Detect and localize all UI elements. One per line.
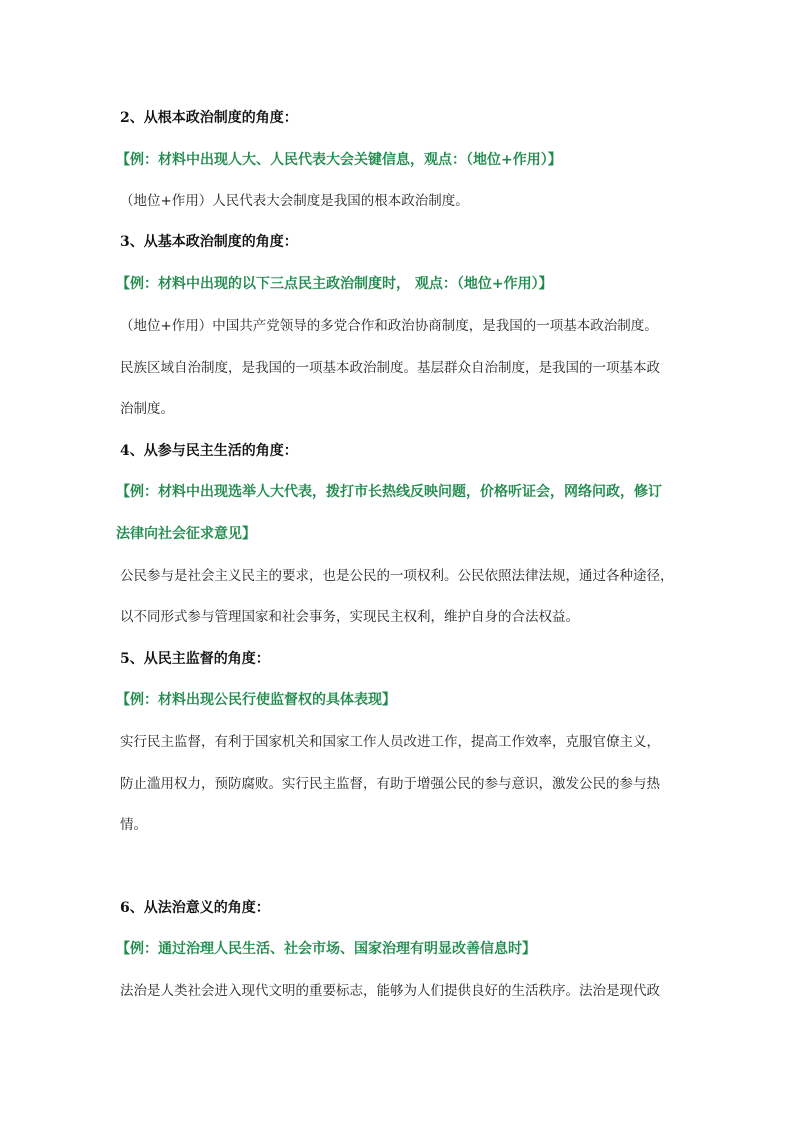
section-5-body-line-1: 实行民主监督，有利于国家机关和国家工作人员改进工作，提高工作效率，克服官僚主义， — [120, 734, 660, 750]
section-6-heading: 6、从法治意义的角度： — [120, 900, 270, 916]
section-3-example: 【例：材料中出现的以下三点民主政治制度时， 观点：（地位+作用）】 — [116, 276, 553, 292]
section-4-example-line-2: 法律向社会征求意见】 — [116, 526, 256, 542]
section-2-body-line-1: （地位+作用）人民代表大会制度是我国的根本政治制度。 — [120, 193, 469, 209]
section-2-example: 【例：材料中出现人大、人民代表大会关键信息，观点：（地位+作用）】 — [116, 152, 562, 168]
section-3-body-line-3: 治制度。 — [120, 401, 174, 417]
section-3-body-line-2: 民族区域自治制度，是我国的一项基本政治制度。基层群众自治制度，是我国的一项基本政 — [120, 360, 660, 376]
section-5-heading: 5、从民主监督的角度： — [120, 651, 270, 667]
section-6-example: 【例：通过治理人民生活、社会市场、国家治理有明显改善信息时】 — [116, 941, 536, 957]
section-5-body-line-3: 情。 — [120, 817, 147, 833]
section-6-body-line-1: 法治是人类社会进入现代文明的重要标志，能够为人们提供良好的生活秩序。法治是现代政 — [120, 983, 660, 999]
section-3-heading: 3、从基本政治制度的角度： — [120, 234, 298, 250]
section-3-body-line-1: （地位+作用）中国共产党领导的多党合作和政治协商制度，是我国的一项基本政治制度。 — [120, 318, 658, 334]
section-5-example: 【例：材料出现公民行使监督权的具体表现】 — [116, 692, 396, 708]
section-4-body-line-1: 公民参与是社会主义民主的要求，也是公民的一项权利。公民依照法律法规，通过各种途径， — [120, 568, 674, 584]
section-4-body-line-2: 以不同形式参与管理国家和社会事务，实现民主权利，维护自身的合法权益。 — [120, 609, 579, 625]
section-5-body-line-2: 防止滥用权力，预防腐败。实行民主监督，有助于增强公民的参与意识，激发公民的参与热 — [120, 776, 660, 792]
section-4-heading: 4、从参与民主生活的角度： — [120, 443, 298, 459]
section-2-heading: 2、从根本政治制度的角度： — [120, 110, 298, 126]
section-4-example-line-1: 【例：材料中出现选举人大代表，拨打市长热线反映问题，价格听证会，网络问政，修订 — [116, 484, 662, 500]
